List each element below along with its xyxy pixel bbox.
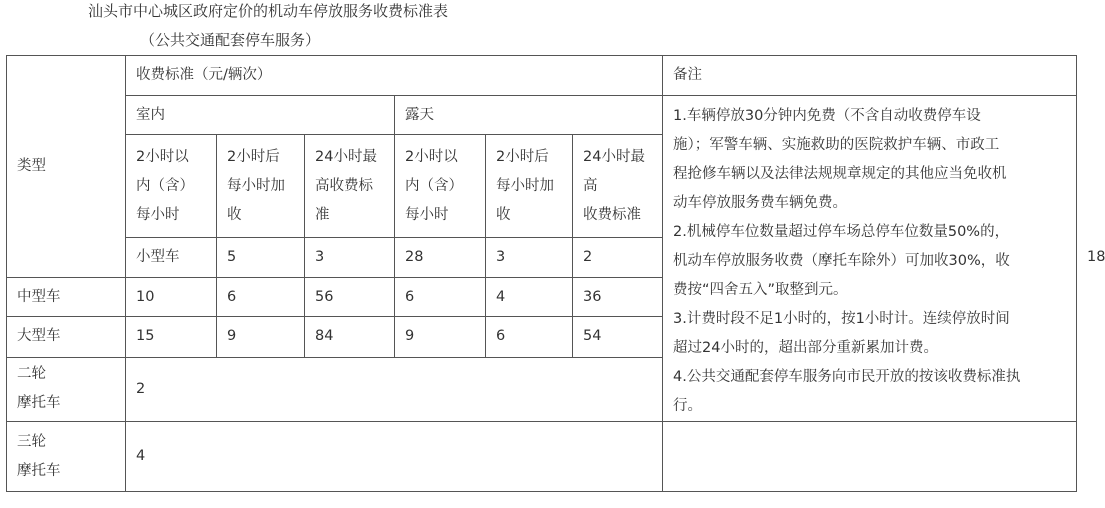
fee-cell: 6 xyxy=(395,278,486,317)
column-header: 2小时后 每小时加 收 xyxy=(486,135,573,238)
indoor-header: 室内 xyxy=(126,96,395,135)
row-type-label: 大型车 xyxy=(7,317,126,357)
fee-cell: 4 xyxy=(486,278,573,317)
remarks-empty-cell xyxy=(663,422,1077,492)
page-subtitle: （公共交通配套停车服务） xyxy=(140,31,321,49)
fee-cell: 9 xyxy=(217,317,305,357)
fee-cell: 6 xyxy=(486,317,573,357)
fee-cell: 56 xyxy=(305,278,395,317)
fee-cell: 4 xyxy=(126,422,663,492)
fee-cell: 6 xyxy=(217,278,305,317)
page-title: 汕头市中心城区政府定价的机动车停放服务收费标准表 xyxy=(88,2,449,20)
remarks-cell xyxy=(663,96,1077,422)
fee-cell: 2 xyxy=(126,357,663,421)
row-type-label: 二轮 摩托车 xyxy=(7,357,126,421)
fee-table: 类型 收费标准（元/辆次） 备注 室内 露天 1.车辆停放30分钟内免费（不含自动收费停车设 施）；军警车辆、实施救助的医院救护车辆、市政工 程抢修车辆以及法律法规规章规定的其他应当免收机 动车停放服务费车辆免费。 2.机械停车位数量超过停车场总停车位数量50%的， 机动车停放服务收费（摩托车除外）可加收30%，收 费按“四舍五入”取整到元。 3.计费时段不足1小时的，按1小时计。连续停放时间 超过24小时的，超出部分重新累加计费。 4.公共交通配套停车服务向市民开放的按该收费标准执 行。 2小时以 内（含） 每小时 2小时后 每小时加 收 24小时最 高收费标 准 2小时以 内（含） 每小时 2小时后 每小时加 收 24小时最 高 收费标准 小型车 5 3 28 3 2 18 中型车 10 6 56 6 4 36 大型车 15 9 84 9 6 54 二轮 摩托车 2 三轮 摩托车 4 xyxy=(6,55,1077,492)
fee-cell: 5 xyxy=(217,237,305,277)
column-header: 2小时以 内（含） 每小时 xyxy=(126,135,217,238)
column-header: 2小时以 内（含） 每小时 xyxy=(395,135,486,238)
outdoor-header: 露天 xyxy=(395,96,663,135)
fee-header: 收费标准（元/辆次） xyxy=(126,56,663,96)
note-item: 4.公共交通配套停车服务向市民开放的按该收费标准执 行。 xyxy=(673,369,1021,414)
fee-cell: 84 xyxy=(305,317,395,357)
row-type-label: 中型车 xyxy=(7,278,126,317)
fee-cell: 9 xyxy=(395,317,486,357)
fee-cell: 3 xyxy=(305,237,395,277)
row-type-label: 三轮 摩托车 xyxy=(7,422,126,492)
note-item: 1.车辆停放30分钟内免费（不含自动收费停车设 施）；军警车辆、实施救助的医院救护车辆、市政工 程抢修车辆以及法律法规规章规定的其他应当免收机 动车停放服务费车辆免费。 xyxy=(673,108,1007,211)
note-item: 3.计费时段不足1小时的，按1小时计。连续停放时间 超过24小时的，超出部分重新累加计费。 xyxy=(673,311,1010,356)
row-type-label: 小型车 xyxy=(126,237,217,277)
type-header: 类型 xyxy=(7,56,126,278)
fee-cell: 10 xyxy=(126,278,217,317)
column-header: 24小时最 高 收费标准 xyxy=(573,135,663,238)
fee-cell: 28 xyxy=(395,237,486,277)
column-header: 24小时最 高收费标 准 xyxy=(305,135,395,238)
fee-cell: 36 xyxy=(573,278,663,317)
fee-cell: 15 xyxy=(126,317,217,357)
fee-cell: 3 xyxy=(486,237,573,277)
note-item: 2.机械停车位数量超过停车场总停车位数量50%的， 机动车停放服务收费（摩托车除外）可加收30%，收 费按“四舍五入”取整到元。 xyxy=(673,224,1010,298)
fee-cell: 2 xyxy=(573,237,663,277)
fee-cell: 54 xyxy=(573,317,663,357)
column-header: 2小时后 每小时加 收 xyxy=(217,135,305,238)
remarks-header: 备注 xyxy=(663,56,1077,96)
